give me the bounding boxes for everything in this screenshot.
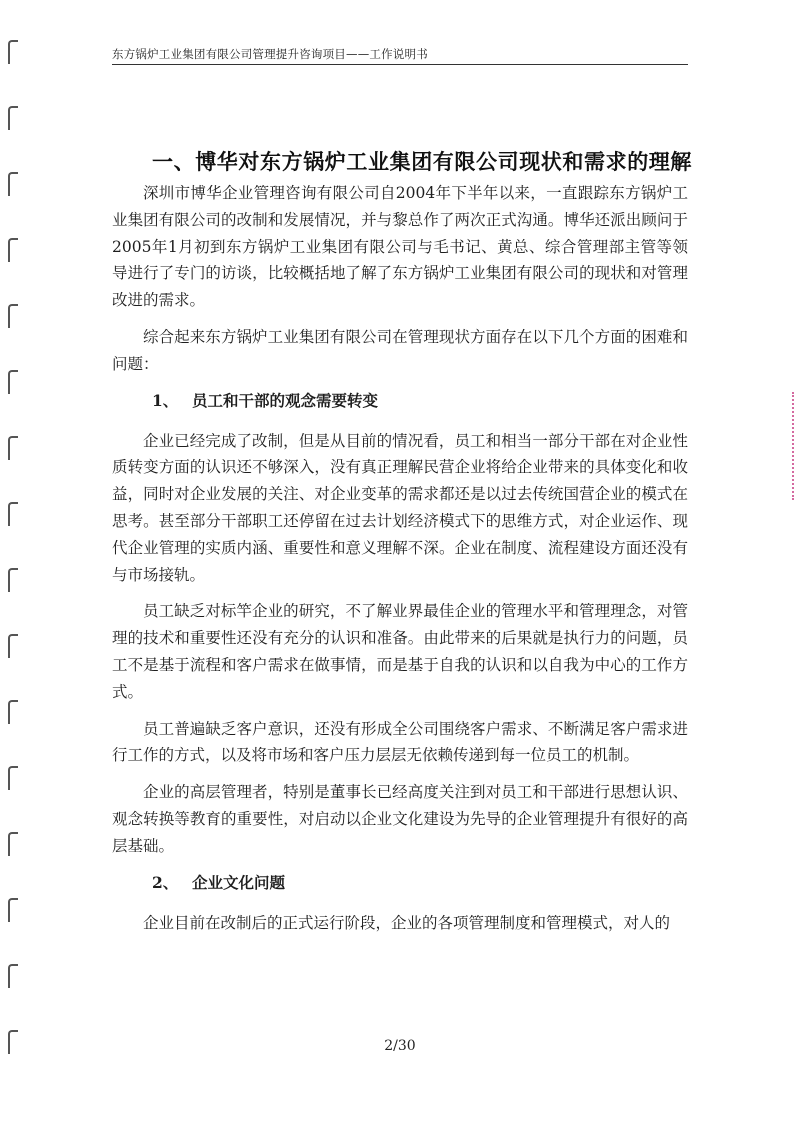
binding-hole — [8, 436, 18, 460]
subsection-heading — [112, 388, 688, 414]
document-body — [112, 172, 688, 946]
intro-paragraph: 综合起来东方锅炉工业集团有限公司在管理现状方面存在以下几个方面的困难和问题： — [112, 327, 688, 373]
binding-hole — [8, 502, 18, 526]
binding-hole — [8, 832, 18, 856]
binding-hole — [8, 700, 18, 724]
subsection-title: 员工和干部的观念需要转变 — [192, 390, 379, 410]
body-paragraph: 企业目前在改制后的正式运行阶段，企业的各项管理制度和管理模式，对人的 — [143, 913, 671, 932]
binding-hole — [8, 172, 18, 196]
binding-hole — [8, 238, 18, 262]
binding-hole — [8, 370, 18, 394]
body-paragraph: 员工普遍缺乏客户意识，还没有形成全公司围绕客户需求、不断满足客户需求进行工作的方式，以及将市场和客户压力层层无依赖传递到每一位员工的机制。 — [112, 719, 688, 765]
subsection-number: 2、 — [152, 872, 179, 892]
edge-mark — [792, 392, 797, 500]
binding-hole — [8, 40, 18, 64]
page-number: 2/30 — [384, 1038, 416, 1054]
binding-hole — [8, 634, 18, 658]
binding-hole — [8, 898, 18, 922]
binding-hole — [8, 568, 18, 592]
binding-hole — [8, 964, 18, 988]
binding-hole — [8, 304, 18, 328]
subsection-number: 1、 — [152, 390, 179, 410]
binding-hole — [8, 766, 18, 790]
body-paragraph: 员工缺乏对标竿企业的研究，不了解业界最佳企业的管理水平和管理理念，对管理的技术和重要性还没有充分的认识和准备。由此带来的后果就是执行力的问题，员工不是基于流程和客户需求在做事情，而是基于自我的认识和以自我为中心的工作方式。 — [112, 602, 688, 701]
binding-hole — [8, 106, 18, 130]
subsection-heading — [112, 870, 688, 896]
subsection-title: 企业文化问题 — [192, 872, 286, 892]
header-divider — [112, 64, 688, 65]
body-paragraph: 企业的高层管理者，特别是董事长已经高度关注到对员工和干部进行思想认识、观念转换等教育的重要性，对启动以企业文化建设为先导的企业管理提升有很好的高层基础。 — [112, 783, 688, 855]
intro-paragraph: 深圳市博华企业管理咨询有限公司自2004年下半年以来，一直跟踪东方锅炉工业集团有限公司的改制和发展情况，并与黎总作了两次正式沟通。博华还派出顾问于2005年1月初到东方锅炉工业集团有限公司与毛书记、黄总、综合管理部主管等领导进行了专门的访谈，比较概括地了解了东方锅炉工业集团有限公司的现状和对管理改进的需求。 — [112, 184, 688, 310]
section-title: 一、博华对东方锅炉工业集团有限公司现状和需求的理解 — [152, 150, 692, 174]
binding-holes — [8, 40, 28, 1100]
body-paragraph: 企业已经完成了改制，但是从目前的情况看，员工和相当一部分干部在对企业性质转变方面的认识还不够深入，没有真正理解民营企业将给企业带来的具体变化和收益，同时对企业发展的关注、对企业变革的需求都还是以过去传统国营企业的模式在思考。甚至部分干部职工还停留在过去计划经济模式下的思维方式，对企业运作、现代企业管理的实质内涵、重要性和意义理解不深。企业在制度、流程建设方面还没有与市场接轨。 — [112, 431, 688, 584]
running-header: 东方锅炉工业集团有限公司管理提升咨询项目——工作说明书 — [112, 47, 428, 61]
